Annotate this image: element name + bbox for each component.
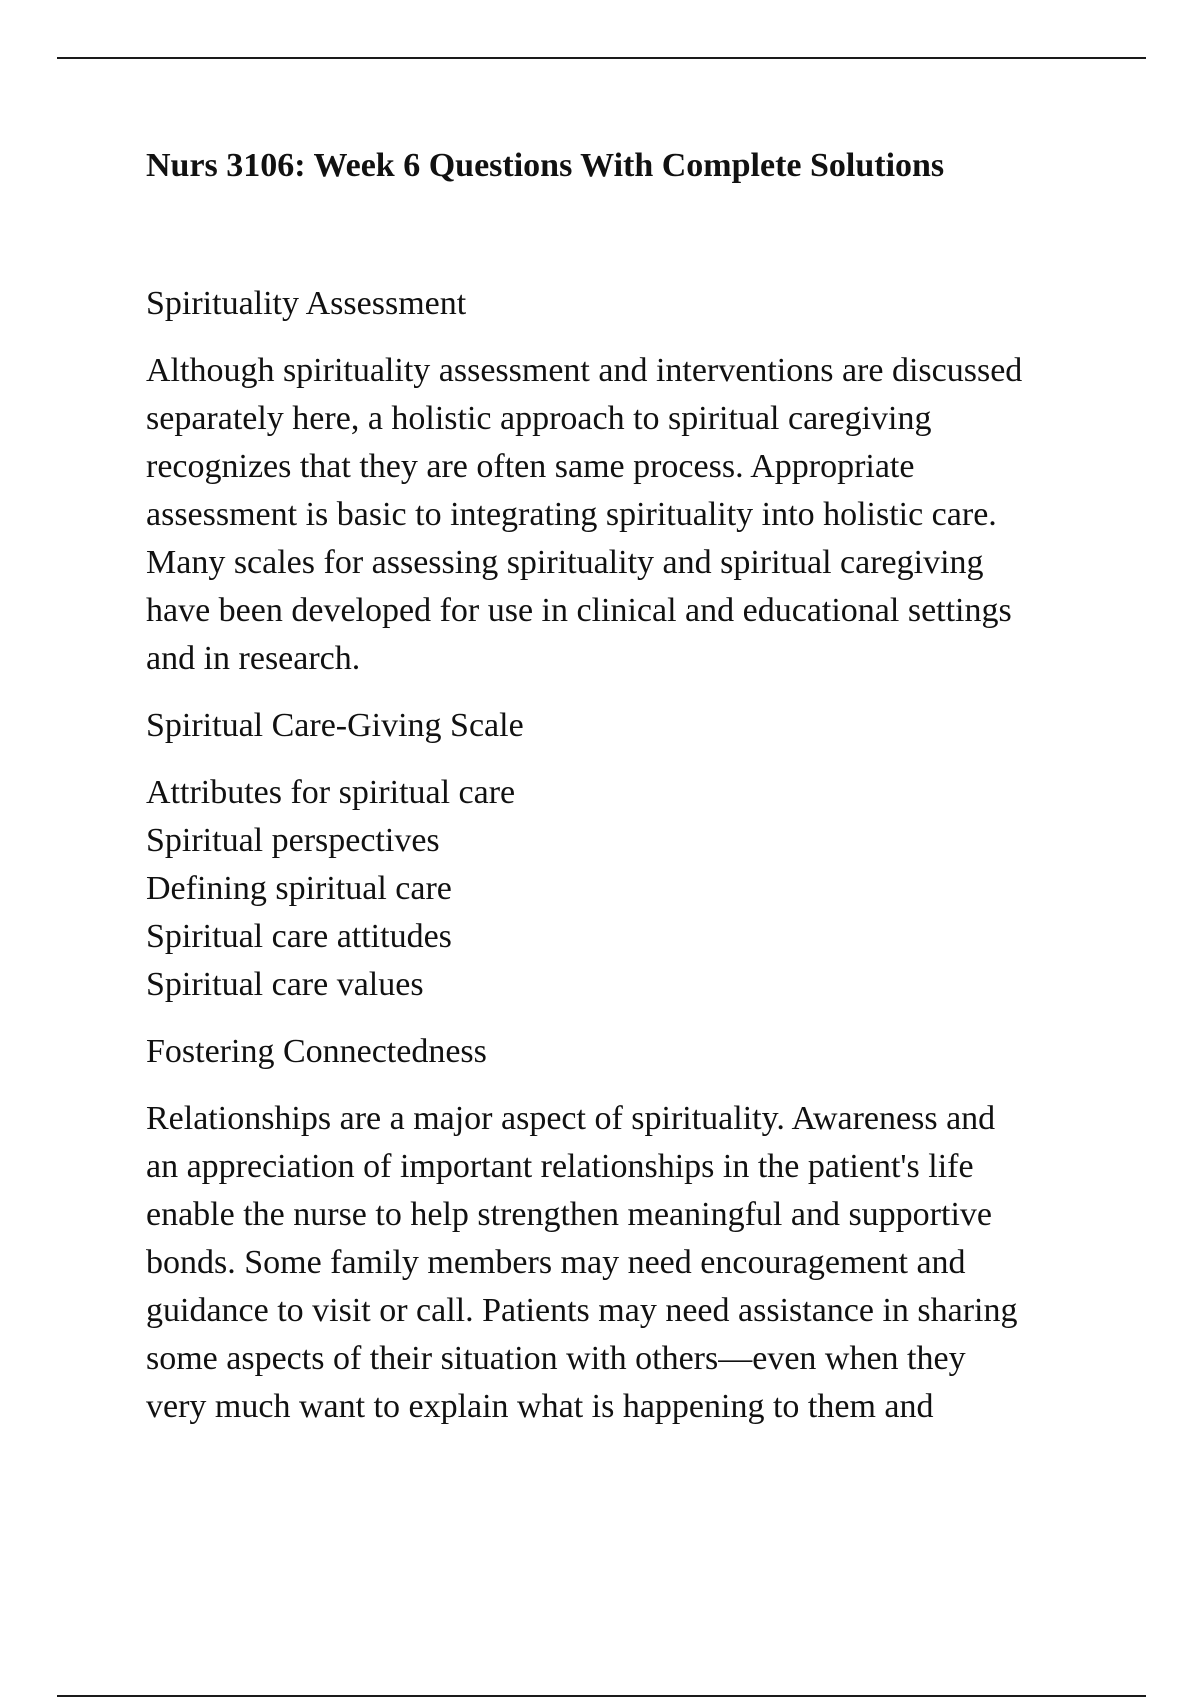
document-title: Nurs 3106: Week 6 Questions With Complete Solutions: [146, 147, 945, 184]
paragraph-line: some aspects of their situation with others—even when they: [146, 1340, 966, 1377]
paragraph-line: Many scales for assessing spirituality and spiritual caregiving: [146, 544, 984, 581]
care-giving-scale-list: [146, 769, 1106, 1009]
paragraph-line: Although spirituality assessment and interventions are discussed: [146, 352, 1023, 389]
list-item: Defining spiritual care: [146, 870, 452, 907]
paragraph-line: have been developed for use in clinical and educational settings: [146, 592, 1012, 629]
list-item: Spiritual care values: [146, 966, 424, 1003]
list-item: Attributes for spiritual care: [146, 774, 516, 811]
section-heading-spirituality-assessment: Spirituality Assessment: [146, 285, 467, 322]
paragraph-line: separately here, a holistic approach to spiritual caregiving: [146, 400, 932, 437]
paragraph-line: very much want to explain what is happening to them and: [146, 1388, 934, 1425]
paragraph-line: an appreciation of important relationships in the patient's life: [146, 1148, 974, 1185]
paragraph-line: guidance to visit or call. Patients may need assistance in sharing: [146, 1292, 1018, 1329]
paragraph-line: assessment is basic to integrating spirituality into holistic care.: [146, 496, 997, 533]
paragraph-line: Relationships are a major aspect of spirituality. Awareness and: [146, 1100, 996, 1137]
paragraph-line: enable the nurse to help strengthen meaningful and supportive: [146, 1196, 992, 1233]
paragraph-fostering-connectedness: [146, 1095, 1106, 1431]
list-item: Spiritual care attitudes: [146, 918, 452, 955]
section-heading-fostering-connectedness: Fostering Connectedness: [146, 1033, 487, 1070]
header-rule: [57, 57, 1146, 59]
document-body: [146, 142, 1106, 1450]
paragraph-line: and in research.: [146, 640, 361, 677]
paragraph-line: recognizes that they are often same process. Appropriate: [146, 448, 915, 485]
list-item: Spiritual perspectives: [146, 822, 440, 859]
footer-rule: [57, 1695, 1146, 1697]
paragraph-line: bonds. Some family members may need encouragement and: [146, 1244, 966, 1281]
section-heading-care-giving-scale: Spiritual Care-Giving Scale: [146, 707, 524, 744]
paragraph-spirituality-assessment: [146, 347, 1106, 683]
